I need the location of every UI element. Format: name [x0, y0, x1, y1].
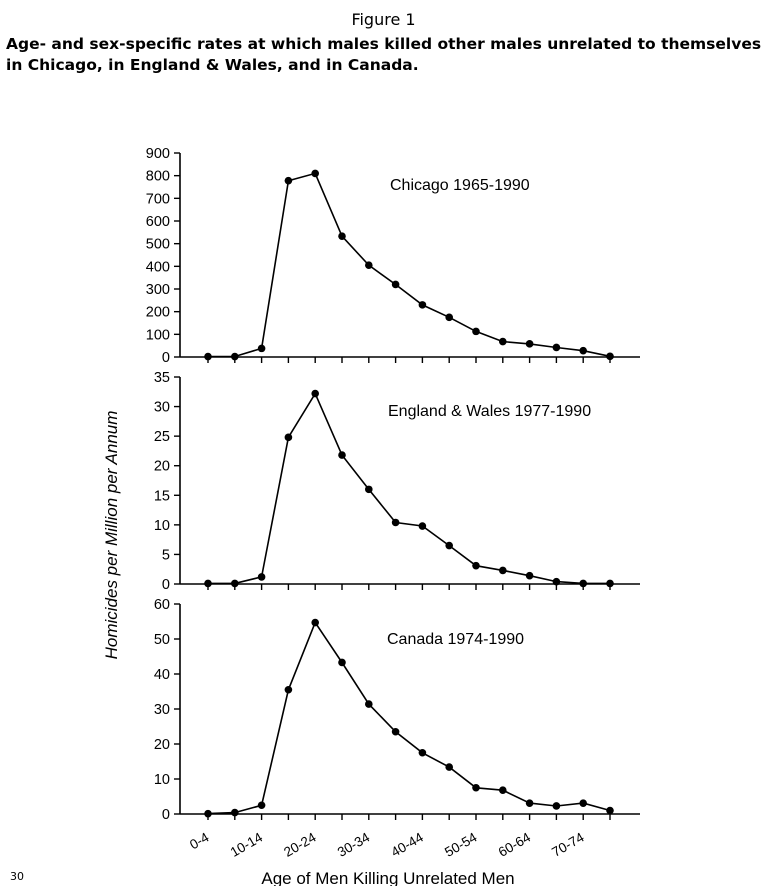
panel-3-data-point	[365, 700, 373, 708]
x-axis-label: Age of Men Killing Unrelated Men	[261, 869, 515, 886]
panel-2-data-point	[499, 567, 507, 575]
x-tick-label: 60-64	[495, 829, 534, 860]
panel-1-data-point	[311, 170, 319, 178]
panel-2-series-line	[208, 394, 610, 584]
panel-3-y-tick-label: 60	[153, 597, 170, 613]
panel-1-data-point	[392, 281, 400, 289]
figure-label: Figure 1	[351, 10, 416, 29]
panel-3-data-point	[258, 801, 266, 809]
panel-3-data-point	[472, 784, 480, 792]
panel-1-data-point	[258, 345, 266, 353]
panel-1-y-tick-label: 300	[145, 282, 170, 298]
panel-2-data-point	[419, 522, 427, 530]
panel-1-data-point	[579, 347, 587, 355]
panel-3-data-point	[338, 659, 346, 667]
panel-1-y-tick-label: 900	[145, 146, 170, 162]
panel-1-data-point	[526, 340, 534, 348]
panel-3-data-point	[606, 807, 614, 815]
panel-2-data-point	[365, 486, 373, 494]
panel-2-y-tick-label: 20	[153, 458, 170, 475]
panel-1-data-point	[499, 338, 507, 346]
x-tick-label: 70-74	[549, 829, 587, 860]
panel-1-data-point	[472, 328, 480, 336]
x-tick-label: 50-54	[442, 829, 480, 860]
panel-2-data-point	[231, 580, 239, 588]
panel-2-y-tick-label: 0	[161, 577, 170, 593]
panel-3-data-point	[311, 619, 319, 627]
panel-1-data-point	[231, 353, 239, 361]
panel-3-y-tick-label: 20	[153, 737, 170, 753]
page-number: 30	[10, 870, 24, 883]
panel-2-data-point	[606, 580, 614, 588]
panel-3-y-tick-label: 40	[153, 667, 170, 683]
panel-1-data-point	[553, 344, 561, 352]
panel-2-data-point	[285, 434, 293, 442]
panel-1-data-point	[419, 301, 427, 309]
panel-2-data-point	[338, 451, 346, 459]
panel-2-data-point	[258, 573, 266, 581]
panel-3-data-point	[553, 802, 561, 810]
panel-1-data-point	[338, 232, 346, 240]
panel-3-y-tick-label: 30	[153, 702, 170, 718]
x-tick-label: 0-4	[187, 829, 212, 853]
panel-2-data-point	[579, 580, 587, 588]
panel-1-data-point	[204, 353, 212, 361]
panel-2-data-point	[472, 562, 480, 570]
panel-3-data-point	[499, 786, 507, 794]
panel-3-series-label: Canada 1974-1990	[387, 631, 525, 648]
panel-2-data-point	[526, 572, 534, 580]
x-tick-label: 40-44	[388, 829, 426, 860]
panel-2-data-point	[553, 578, 561, 586]
panel-1-y-tick-label: 800	[145, 168, 170, 185]
panel-1-data-point	[365, 261, 373, 269]
panel-3-data-point	[285, 686, 293, 694]
panel-2-data-point	[311, 390, 319, 398]
x-tick-label: 20-24	[281, 829, 319, 860]
y-axis-label: Homicides per Million per Annum	[102, 410, 121, 660]
panel-3-data-point	[445, 763, 453, 771]
panel-2-y-tick-label: 10	[153, 517, 170, 534]
panel-3-data-point	[419, 749, 427, 757]
panel-2-y-tick-label: 5	[161, 547, 170, 564]
panel-1-y-tick-label: 0	[161, 350, 170, 366]
panel-2-series-label: England & Wales 1977-1990	[388, 403, 592, 420]
panel-1-y-tick-label: 200	[145, 304, 170, 321]
panel-1-data-point	[445, 314, 453, 322]
panel-1-y-tick-label: 500	[145, 236, 170, 253]
panel-2-data-point	[204, 580, 212, 588]
panel-2-data-point	[445, 542, 453, 550]
panel-2-data-point	[392, 519, 400, 527]
figure-caption: Age- and sex-specific rates at which males killed other males unrelated to themselves in Chicago, in England & Wales, and in Canada.	[6, 35, 762, 74]
panel-1-data-point	[606, 353, 614, 361]
panel-3-data-point	[579, 799, 587, 807]
panel-2-y-tick-label: 35	[153, 370, 170, 386]
panel-2-y-tick-label: 15	[153, 488, 170, 505]
panel-3-series-line	[208, 623, 610, 814]
panel-1-y-tick-label: 600	[145, 214, 170, 230]
panel-2-y-tick-label: 25	[153, 429, 170, 446]
x-tick-label: 30-34	[334, 829, 373, 860]
panel-1-data-point	[285, 177, 293, 185]
panel-1-y-tick-label: 100	[145, 327, 170, 344]
x-tick-label: 10-14	[227, 829, 266, 860]
panel-1-series-label: Chicago 1965-1990	[390, 177, 530, 194]
panel-3-data-point	[526, 799, 534, 807]
panel-3-y-tick-label: 50	[153, 632, 170, 648]
panel-1-y-tick-label: 700	[145, 191, 170, 208]
panel-3-data-point	[204, 810, 212, 818]
panel-3-y-tick-label: 10	[153, 772, 170, 788]
panel-1-series-line	[208, 173, 610, 356]
panel-3-data-point	[392, 728, 400, 736]
panel-3-data-point	[231, 809, 239, 817]
panel-1-y-tick-label: 400	[145, 259, 170, 276]
panel-2-y-tick-label: 30	[153, 399, 170, 416]
panel-3-y-tick-label: 0	[161, 807, 170, 823]
